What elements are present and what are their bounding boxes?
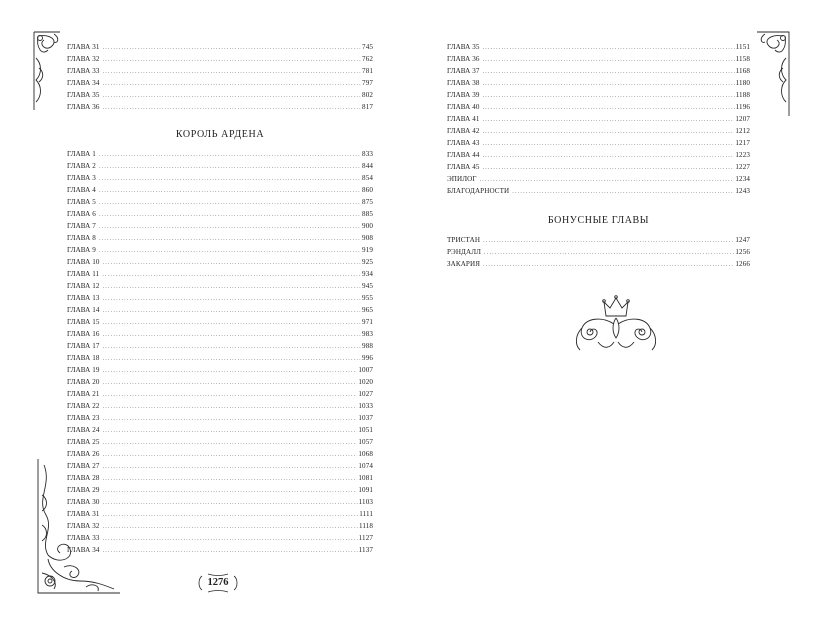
leader-dots (99, 233, 361, 245)
page-ref: 908 (362, 234, 373, 242)
chapter-label: ТРИСТАН (447, 236, 481, 244)
toc-entry (447, 185, 750, 197)
toc-entry (67, 412, 373, 424)
chapter-label: ГЛАВА 45 (447, 163, 480, 171)
chapter-label: ГЛАВА 30 (67, 498, 100, 506)
leader-dots (103, 341, 361, 353)
leader-dots (103, 473, 358, 485)
toc-entry (67, 196, 373, 208)
leader-dots (512, 186, 734, 198)
leader-dots (483, 114, 735, 126)
chapter-label: ГЛАВА 31 (67, 43, 100, 51)
leader-dots (99, 221, 361, 233)
toc-entry (67, 41, 373, 53)
leader-dots (103, 54, 361, 66)
toc-entry (67, 280, 373, 292)
page-ref: 1212 (735, 127, 750, 135)
toc-entry (67, 232, 373, 244)
toc-entry (447, 234, 750, 246)
toc-entry (447, 101, 750, 113)
leader-dots (103, 425, 358, 437)
toc-entry (67, 89, 373, 101)
toc-entry (67, 328, 373, 340)
leader-dots (103, 389, 358, 401)
page-ref: 817 (362, 103, 373, 111)
chapter-label: ГЛАВА 36 (67, 103, 100, 111)
corner-flourish-icon (753, 28, 793, 120)
toc-entry (67, 101, 373, 113)
page-ref: 1234 (735, 175, 750, 183)
chapter-label: ГЛАВА 35 (67, 91, 100, 99)
leader-dots (483, 126, 735, 138)
chapter-label: ГЛАВА 9 (67, 246, 96, 254)
page-ref: 919 (362, 246, 373, 254)
toc-entry (67, 65, 373, 77)
chapter-label: ГЛАВА 40 (447, 103, 480, 111)
chapter-label: ГЛАВА 18 (67, 354, 100, 362)
left-page (0, 0, 409, 630)
chapter-label: ЗАКАРИЯ (447, 260, 481, 268)
corner-flourish-icon (28, 455, 124, 600)
chapter-label: ГЛАВА 21 (67, 390, 100, 398)
chapter-label: ГЛАВА 43 (447, 139, 480, 147)
page-ref: 1256 (735, 248, 750, 256)
chapter-label: ГЛАВА 17 (67, 342, 100, 350)
toc-entry (67, 256, 373, 268)
page-ref: 1196 (735, 103, 750, 111)
chapter-label: ГЛАВА 35 (447, 43, 480, 51)
page-ref: 1227 (735, 163, 750, 171)
toc-list (447, 234, 750, 270)
chapter-label: ГЛАВА 22 (67, 402, 100, 410)
page-ref: 1007 (358, 366, 373, 374)
page-ref: 900 (362, 222, 373, 230)
toc-entry (447, 41, 750, 53)
toc-entry (447, 113, 750, 125)
leader-dots (99, 197, 361, 209)
page-ref: 1266 (735, 260, 750, 268)
leader-dots (103, 509, 359, 521)
chapter-label: ГЛАВА 44 (447, 151, 480, 159)
section-title: БОНУСНЫЕ ГЛАВЫ (547, 215, 650, 226)
toc-entry (447, 125, 750, 137)
page-ref: 860 (362, 186, 373, 194)
page-ref: 1158 (735, 55, 750, 63)
chapter-label: ГЛАВА 29 (67, 486, 100, 494)
chapter-label: ГЛАВА 31 (67, 510, 100, 518)
page-ref: 1074 (358, 462, 373, 470)
page-ref: 934 (362, 270, 373, 278)
leader-dots (103, 317, 361, 329)
chapter-label: ГЛАВА 23 (67, 414, 100, 422)
page-ref: 988 (362, 342, 373, 350)
leader-dots (483, 90, 735, 102)
page-ref: 797 (362, 79, 373, 87)
page-ref: 1068 (358, 450, 373, 458)
chapter-label: ГЛАВА 2 (67, 162, 96, 170)
page-ref: 1180 (735, 79, 750, 87)
page-ref: 1127 (358, 534, 373, 542)
leader-dots (103, 377, 358, 389)
chapter-label: ГЛАВА 42 (447, 127, 480, 135)
toc-entry (67, 304, 373, 316)
chapter-label: ГЛАВА 41 (447, 115, 480, 123)
leader-dots (103, 461, 358, 473)
toc-entry (67, 424, 373, 436)
chapter-label: ГЛАВА 7 (67, 222, 96, 230)
chapter-label: ГЛАВА 33 (67, 534, 100, 542)
toc-entry (67, 364, 373, 376)
chapter-label: ГЛАВА 32 (67, 522, 100, 530)
leader-dots (483, 235, 734, 247)
toc-entry (447, 149, 750, 161)
page-ref: 965 (362, 306, 373, 314)
page-ref: 996 (362, 354, 373, 362)
page-ref: 844 (362, 162, 373, 170)
chapter-label: ГЛАВА 28 (67, 474, 100, 482)
toc-list (67, 41, 373, 113)
chapter-label: ГЛАВА 1 (67, 150, 96, 158)
page-ref: 1168 (735, 67, 750, 75)
leader-dots (103, 42, 361, 54)
chapter-label: ГЛАВА 8 (67, 234, 96, 242)
page-ref: 1103 (358, 498, 373, 506)
leader-dots (99, 245, 361, 257)
chapter-label: ГЛАВА 19 (67, 366, 100, 374)
leader-dots (484, 247, 734, 259)
page-ref: 1081 (358, 474, 373, 482)
toc-entry (67, 184, 373, 196)
toc-entry (67, 436, 373, 448)
leader-dots (103, 281, 361, 293)
leader-dots (483, 162, 735, 174)
leader-dots (103, 437, 358, 449)
leader-dots (99, 149, 361, 161)
chapter-label: ГЛАВА 25 (67, 438, 100, 446)
chapter-label: ГЛАВА 5 (67, 198, 96, 206)
page-ref: 833 (362, 150, 373, 158)
toc-entry (67, 400, 373, 412)
leader-dots (480, 174, 735, 186)
chapter-label: ГЛАВА 26 (67, 450, 100, 458)
chapter-label: ГЛАВА 37 (447, 67, 480, 75)
toc-entry (447, 53, 750, 65)
leader-dots (103, 497, 358, 509)
toc-entry (67, 172, 373, 184)
section-title: КОРОЛЬ АРДЕНА (175, 129, 265, 140)
toc-entry (67, 268, 373, 280)
chapter-label: ГЛАВА 39 (447, 91, 480, 99)
leader-dots (103, 329, 361, 341)
leader-dots (103, 78, 361, 90)
page-ref: 925 (362, 258, 373, 266)
leader-dots (103, 533, 358, 545)
leader-dots (99, 161, 361, 173)
chapter-label: ГЛАВА 20 (67, 378, 100, 386)
leader-dots (483, 150, 735, 162)
page-ref: 854 (362, 174, 373, 182)
chapter-label: ГЛАВА 38 (447, 79, 480, 87)
leader-dots (103, 102, 361, 114)
leader-dots (103, 521, 358, 533)
leader-dots (103, 449, 358, 461)
leader-dots (483, 102, 735, 114)
page-ref: 1118 (358, 522, 373, 530)
chapter-label: ГЛАВА 3 (67, 174, 96, 182)
toc-entry (447, 77, 750, 89)
chapter-label: ГЛАВА 13 (67, 294, 100, 302)
page-ref: 762 (362, 55, 373, 63)
chapter-label: ГЛАВА 10 (67, 258, 100, 266)
chapter-label: БЛАГОДАРНОСТИ (447, 187, 510, 195)
leader-dots (483, 78, 735, 90)
leader-dots (103, 485, 358, 497)
leader-dots (103, 305, 361, 317)
toc-entry (67, 220, 373, 232)
page-ref: 1091 (358, 486, 373, 494)
page-ref: 1027 (358, 390, 373, 398)
chapter-label: ГЛАВА 27 (67, 462, 100, 470)
leader-dots (103, 413, 358, 425)
chapter-label: ГЛАВА 11 (67, 270, 100, 278)
page-ref: 1111 (359, 510, 373, 518)
chapter-label: ГЛАВА 16 (67, 330, 100, 338)
page-ref: 945 (362, 282, 373, 290)
leader-dots (103, 545, 358, 557)
leader-dots (483, 259, 734, 271)
leader-dots (103, 353, 361, 365)
page-ref: 885 (362, 210, 373, 218)
leader-dots (102, 269, 361, 281)
chapter-label: ГЛАВА 32 (67, 55, 100, 63)
page-ref: 781 (362, 67, 373, 75)
toc-entry (67, 292, 373, 304)
leader-dots (103, 66, 361, 78)
toc-entry (67, 160, 373, 172)
toc-entry (67, 244, 373, 256)
leader-dots (483, 42, 735, 54)
page-ref: 983 (362, 330, 373, 338)
toc-entry (447, 173, 750, 185)
page-ref: 971 (362, 318, 373, 326)
page-ref: 1223 (735, 151, 750, 159)
chapter-label: ГЛАВА 24 (67, 426, 100, 434)
leader-dots (483, 54, 735, 66)
page-ref: 1217 (735, 139, 750, 147)
right-page (410, 0, 819, 630)
page-ref: 745 (362, 43, 373, 51)
leader-dots (103, 365, 358, 377)
page-number-text: 1276 (207, 577, 229, 588)
page-number (196, 573, 240, 593)
page-ref: 802 (362, 91, 373, 99)
toc-list (447, 41, 750, 197)
leader-dots (103, 90, 361, 102)
chapter-label: ГЛАВА 34 (67, 546, 100, 554)
toc-entry (447, 161, 750, 173)
page-ref: 955 (362, 294, 373, 302)
page-ref: 875 (362, 198, 373, 206)
page-ref: 1247 (735, 236, 750, 244)
chapter-label: ГЛАВА 6 (67, 210, 96, 218)
corner-flourish-icon (30, 28, 64, 114)
chapter-label: РЭНДАЛЛ (447, 248, 482, 256)
page-ref: 1151 (735, 43, 750, 51)
chapter-label: ГЛАВА 36 (447, 55, 480, 63)
crown-flourish-icon (568, 294, 664, 356)
leader-dots (103, 257, 361, 269)
toc-entry (447, 246, 750, 258)
toc-entry (67, 340, 373, 352)
leader-dots (99, 173, 361, 185)
page-ref: 1037 (358, 414, 373, 422)
toc-entry (447, 89, 750, 101)
toc-entry (67, 77, 373, 89)
leader-dots (99, 185, 361, 197)
toc-entry (67, 53, 373, 65)
leader-dots (483, 66, 735, 78)
leader-dots (103, 293, 361, 305)
page-ref: 1188 (735, 91, 750, 99)
chapter-label: ГЛАВА 4 (67, 186, 96, 194)
toc-entry (447, 137, 750, 149)
chapter-label: ГЛАВА 34 (67, 79, 100, 87)
page-ref: 1137 (358, 546, 373, 554)
chapter-label: ГЛАВА 15 (67, 318, 100, 326)
leader-dots (103, 401, 358, 413)
toc-entry (447, 65, 750, 77)
chapter-label: ГЛАВА 12 (67, 282, 100, 290)
toc-entry (67, 316, 373, 328)
leader-dots (483, 138, 735, 150)
toc-entry (67, 376, 373, 388)
page-ref: 1051 (358, 426, 373, 434)
chapter-label: ГЛАВА 33 (67, 67, 100, 75)
toc-entry (67, 388, 373, 400)
leader-dots (99, 209, 361, 221)
toc-entry (67, 352, 373, 364)
page-ref: 1033 (358, 402, 373, 410)
page-ref: 1243 (735, 187, 750, 195)
toc-entry (67, 208, 373, 220)
page-ref: 1020 (358, 378, 373, 386)
page-ref: 1207 (735, 115, 750, 123)
toc-entry (67, 148, 373, 160)
toc-entry (447, 258, 750, 270)
page-ref: 1057 (358, 438, 373, 446)
chapter-label: ГЛАВА 14 (67, 306, 100, 314)
chapter-label: ЭПИЛОГ (447, 175, 477, 183)
